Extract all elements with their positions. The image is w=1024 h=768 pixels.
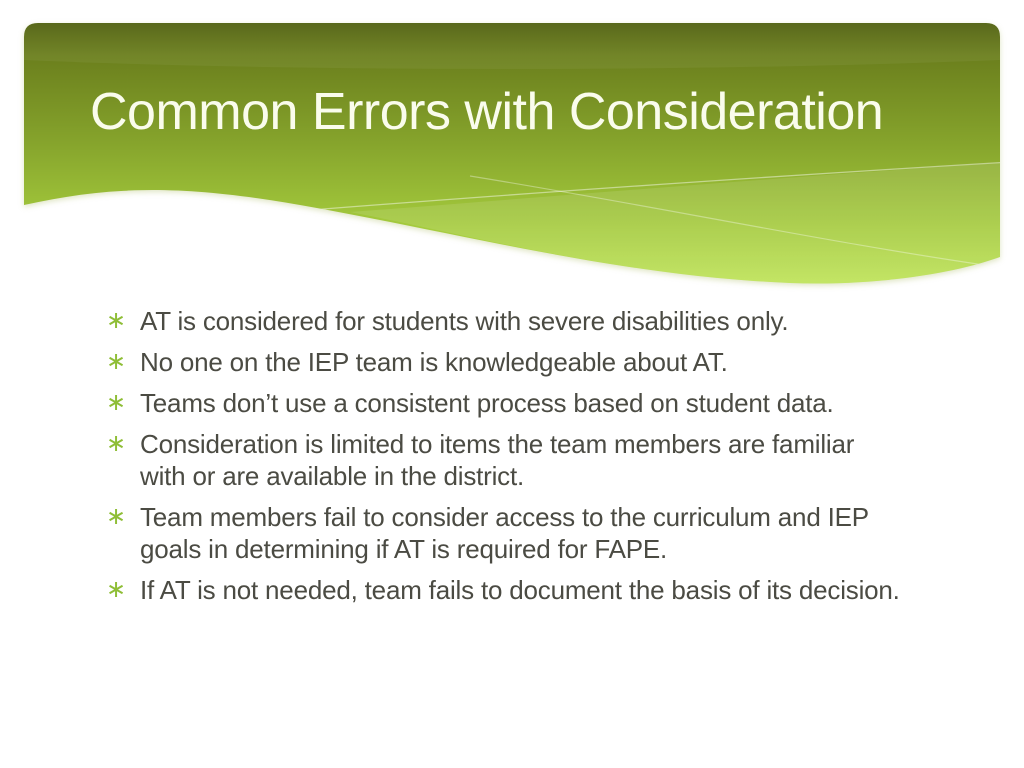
bullet-item	[104, 501, 904, 565]
asterisk-bullet-icon: ∗	[106, 576, 126, 603]
asterisk-bullet-icon: ∗	[106, 503, 126, 530]
bullet-list	[104, 305, 904, 615]
bullet-item	[104, 574, 904, 606]
bullet-text: Teams don’t use a consistent process based on student data.	[140, 388, 834, 418]
asterisk-bullet-icon: ∗	[106, 430, 126, 457]
bullet-text: Consideration is limited to items the team members are familiar with or are available in the district.	[140, 429, 855, 491]
asterisk-bullet-icon: ∗	[106, 348, 126, 375]
asterisk-bullet-icon: ∗	[106, 389, 126, 416]
slide-title: Common Errors with Consideration	[90, 83, 884, 141]
bullet-text: No one on the IEP team is knowledgeable about AT.	[140, 347, 728, 377]
header-top-sheen	[24, 23, 1000, 69]
bullet-text: Team members fail to consider access to the curriculum and IEP goals in determining if AT is required for FAPE.	[140, 502, 869, 564]
bullet-text: AT is considered for students with severe disabilities only.	[140, 306, 789, 336]
bullet-item	[104, 428, 904, 492]
bullet-text: If AT is not needed, team fails to document the basis of its decision.	[140, 575, 900, 605]
header-wave-graphic	[0, 0, 1024, 300]
bullet-item	[104, 387, 904, 419]
bullet-item	[104, 346, 904, 378]
asterisk-bullet-icon: ∗	[106, 307, 126, 334]
bullet-item	[104, 305, 904, 337]
